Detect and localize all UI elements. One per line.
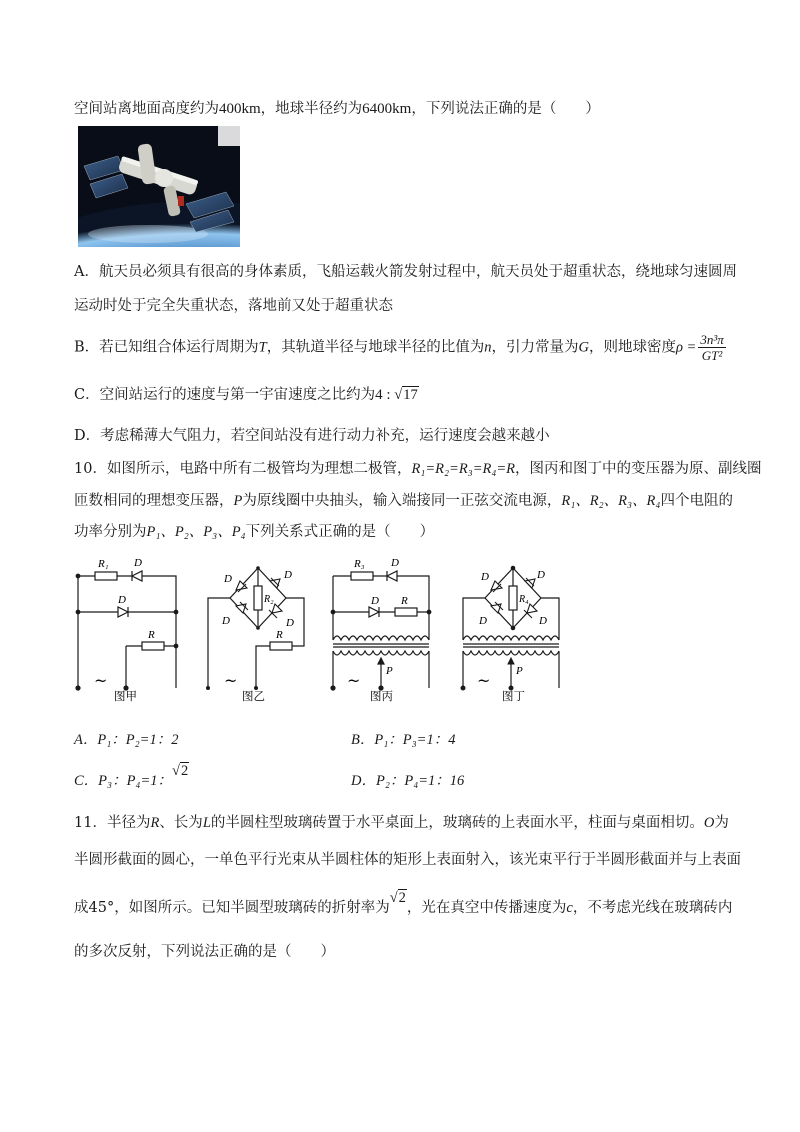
- q10-option-c-radicand: 2: [180, 763, 189, 779]
- q10-stem-line3: [74, 521, 434, 543]
- q9-option-a-text1: A．航天员必须具有很高的身体素质，飞船运载火箭发射过程中，航天员处于超重状态，绕地球匀速圆周: [74, 264, 737, 280]
- q11-sqrt: √2: [389, 890, 406, 906]
- q11-radicand: 2: [398, 890, 406, 906]
- circuit-yi-label-r2: R₂: [264, 594, 274, 605]
- q11-stem-line3: [74, 890, 733, 919]
- q9-stem-text-a: 空间站离地面高度约为: [74, 101, 219, 117]
- q10-text-3b: 下列关系式正确的是（ ）: [245, 524, 435, 540]
- circuit-bing-label-p: P: [386, 665, 393, 677]
- q9-fraction-numerator: 3n³π: [700, 332, 724, 347]
- q10-option-c: [74, 763, 189, 792]
- circuit-bing-label-d1: D: [391, 557, 399, 569]
- q9-option-b-text-c: ，引力常量为: [491, 339, 579, 356]
- circuit-bing-ac-source-symbol: ~: [347, 671, 361, 690]
- q10-text-1b: ，图丙和图丁中的变压器为原、副线圈: [515, 461, 762, 477]
- q9-option-d-text: D．考虑稀薄大气阻力，若空间站没有进行动力补充，运行速度会越来越小: [74, 428, 550, 444]
- q10-option-c-text: C．P₃：P₄=1：: [74, 773, 173, 789]
- circuit-diagram-yi: [200, 548, 320, 708]
- space-station-photo: [78, 126, 240, 247]
- circuit-ding-label-d4: D: [539, 615, 547, 627]
- q11-text-3b: ，光在真空中传播速度为: [406, 900, 567, 916]
- q9-option-c-ratio: 4 :: [375, 387, 395, 403]
- q9-option-c-text: C．空间站运行的速度与第一宇宙速度之比约为: [74, 387, 376, 403]
- circuit-bing-label-d2: D: [371, 595, 379, 607]
- circuit-yi-label-d2: D: [284, 569, 292, 581]
- circuit-ding-label-r4: R₄: [519, 594, 529, 605]
- q9-option-b-text-d: ，则地球密度: [588, 339, 676, 356]
- q11-radius-symbol: R: [150, 815, 160, 831]
- q11-text-3d: ，不考虑光线在玻璃砖内: [572, 900, 733, 916]
- q11-text-4: 的多次反射，下列说法正确的是（ ）: [74, 944, 335, 960]
- q10-option-d-text: D．P₂：P₄=1：16: [351, 773, 465, 789]
- q11-stem-line4: [74, 941, 335, 963]
- circuit-ding-label-p: P: [516, 665, 523, 677]
- q11-stem-line2: [74, 849, 741, 871]
- q9-option-c: [74, 384, 419, 406]
- q11-text-2: 半圆形截面的圆心，一单色平行光束从半圆柱体的矩形上表面射入，该光束平行于半圆形截面并与上表面: [74, 852, 741, 868]
- q11-text-1d: 为: [714, 815, 729, 831]
- circuit-jia-ac-source-symbol: ~: [94, 671, 108, 690]
- q9-stem-text-b: ，地球半径约为: [260, 101, 363, 117]
- q11-length-symbol: L: [202, 815, 211, 831]
- circuit-diagram-jia: [70, 548, 190, 708]
- circuit-yi-caption: 图乙: [242, 689, 265, 703]
- q9-option-d: [74, 425, 550, 447]
- q10-resistor-equation: R₁=R₂=R₃=R₄=R: [411, 461, 516, 477]
- q11-text-1c: 的半圆柱型玻璃砖置于水平桌面上，玻璃砖的上表面水平，柱面与桌面相切。: [210, 815, 704, 831]
- q10-option-b-text: B．P₁：P₃=1：4: [351, 732, 456, 748]
- q9-option-a-text2: 运动时处于完全失重状态，落地前又处于超重状态: [74, 298, 393, 314]
- q10-option-c-sqrt: √2: [172, 763, 189, 779]
- q9-option-b-text-a: B．若已知组合体运行周期为: [74, 339, 259, 356]
- circuit-bing-label-r3: R₃: [354, 558, 365, 570]
- circuit-yi-label-r: R: [276, 629, 283, 641]
- circuit-ding-label-d1: D: [481, 571, 489, 583]
- q9-stem: [74, 98, 600, 120]
- q9-option-a-line1: [74, 261, 737, 283]
- q11-light-speed-symbol: c: [566, 900, 573, 916]
- q10-option-a-text: A．P₁：P₂=1：2: [74, 732, 179, 748]
- q10-option-d: [351, 770, 464, 792]
- q9-option-c-radicand: 17: [403, 387, 418, 403]
- q10-option-a: [74, 729, 178, 751]
- q11-text-1b: 、长为: [159, 815, 203, 831]
- circuit-ding-caption: 图丁: [502, 689, 525, 703]
- q10-tap-symbol: P: [233, 493, 243, 509]
- circuit-bing-label-r: R: [401, 595, 408, 607]
- q10-resistor-list: R₁、R₂、R₃、R₄: [561, 493, 661, 509]
- q9-fraction-denominator: GT²: [701, 348, 723, 363]
- q10-text-3a: 功率分别为: [74, 524, 147, 540]
- circuit-yi-ac-source-symbol: ~: [224, 671, 238, 690]
- circuit-diagram-bing: [325, 548, 440, 708]
- circuit-jia-label-d2: D: [118, 594, 126, 606]
- q10-option-b: [351, 729, 455, 751]
- q10-stem-line1: [74, 458, 762, 480]
- q9-option-c-sqrt: √17: [394, 387, 418, 403]
- q9-stem-text-c: ，下列说法正确的是（ ）: [411, 101, 600, 117]
- circuit-ding-label-d3: D: [479, 615, 487, 627]
- q10-text-2b: 为原线圈中央抽头，输入端接同一正弦交流电源，: [242, 493, 562, 509]
- q10-power-list: P₁、P₂、P₃、P₄: [146, 524, 246, 540]
- q11-text-1a: 11．半径为: [74, 815, 151, 831]
- q9-option-b: [74, 332, 726, 362]
- q9-period-symbol: T: [258, 339, 267, 356]
- circuit-diagram-ding: [455, 548, 570, 708]
- q9-gravity-constant-symbol: G: [578, 339, 589, 356]
- circuit-yi-label-d3: D: [222, 615, 230, 627]
- q9-ratio-symbol: n: [484, 339, 492, 356]
- circuit-yi-label-d4: D: [286, 617, 294, 629]
- circuit-yi-label-d1: D: [224, 573, 232, 585]
- q10-text-1a: 10．如图所示，电路中所有二极管均为理想二极管，: [74, 461, 412, 477]
- circuit-bing-caption: 图丙: [370, 689, 393, 703]
- circuit-jia-caption: 图甲: [114, 689, 137, 703]
- circuit-ding-ac-source-symbol: ~: [477, 671, 491, 690]
- circuit-jia-label-r: R: [148, 629, 155, 641]
- q9-density-fraction: [698, 332, 725, 363]
- q9-option-a-line2: [74, 295, 393, 317]
- circuit-jia-label-r1: R₁: [98, 558, 109, 570]
- q10-stem-line2: [74, 490, 733, 512]
- q11-center-symbol: O: [703, 815, 715, 831]
- circuit-ding-label-d2: D: [537, 569, 545, 581]
- q9-radius: 6400km: [362, 101, 412, 117]
- q9-height: 400km: [219, 101, 261, 117]
- q11-text-3a: 成45°，如图所示。已知半圆型玻璃砖的折射率为: [74, 900, 390, 916]
- q9-density-symbol: ρ =: [675, 339, 697, 356]
- q11-stem-line1: [74, 812, 729, 834]
- q10-text-2c: 四个电阻的: [660, 493, 733, 509]
- q10-text-2a: 匝数相同的理想变压器，: [74, 493, 234, 509]
- q9-option-b-text-b: ，其轨道半径与地球半径的比值为: [266, 339, 485, 356]
- circuit-jia-label-d1: D: [134, 557, 142, 569]
